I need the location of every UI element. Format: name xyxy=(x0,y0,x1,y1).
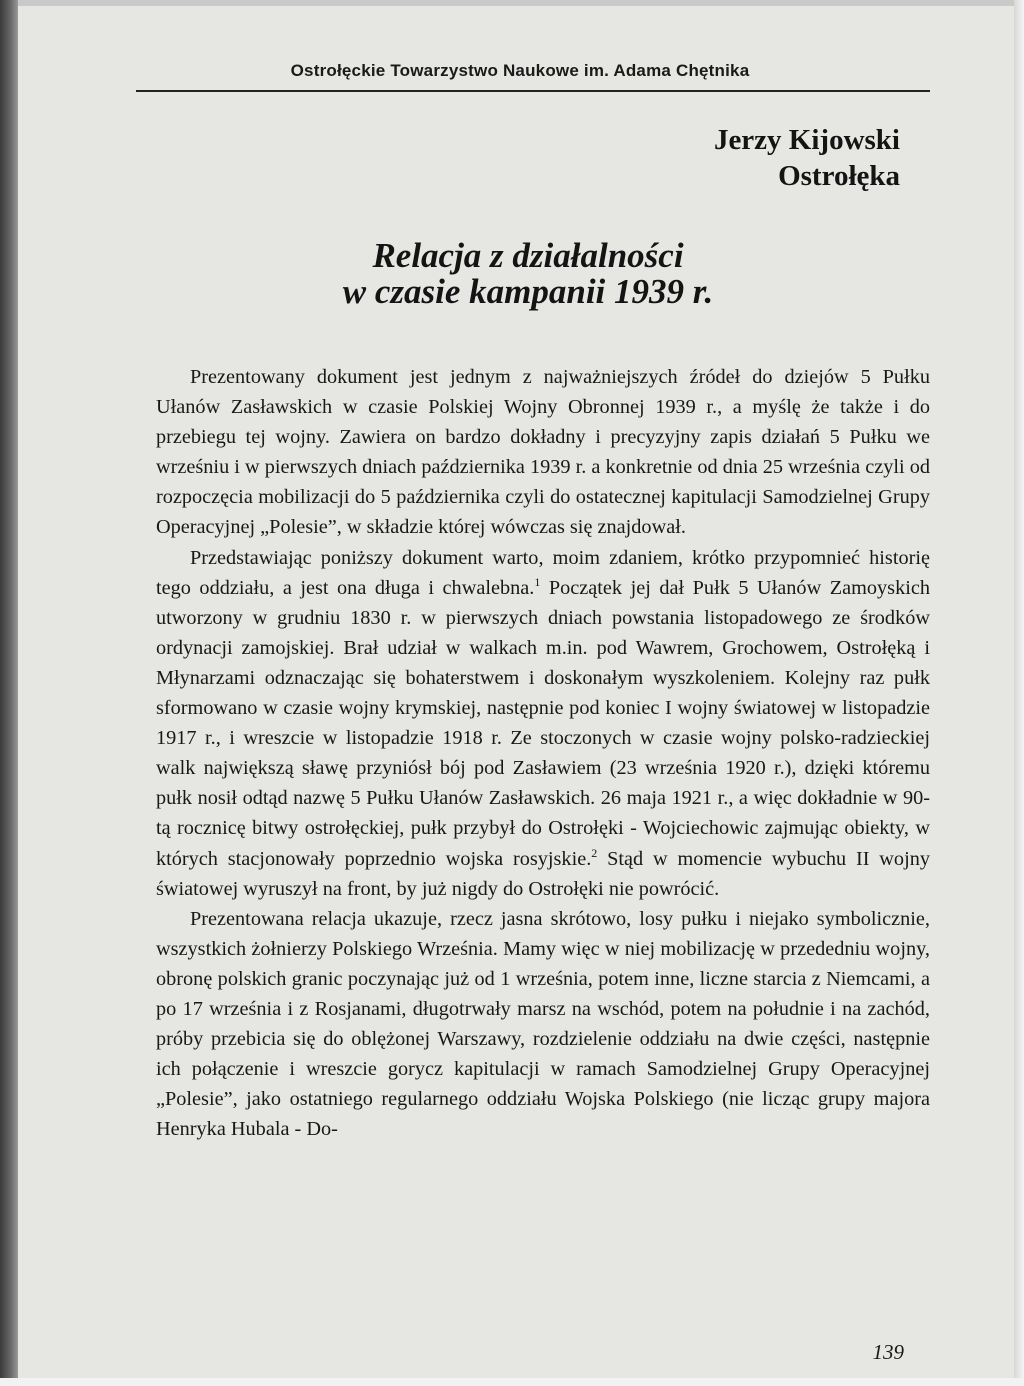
book-binding-shadow xyxy=(0,0,18,1386)
article-title xyxy=(218,238,838,310)
article-body xyxy=(156,362,930,1144)
author-name: Jerzy Kijowski xyxy=(713,124,900,156)
paragraph-2-part-c: Stąd w momencie wybuchu II wojny światowej wyruszył na front, by już nigdy do Ostrołęki nie powrócić. xyxy=(156,847,930,900)
footnote-ref-1: 1 xyxy=(534,574,541,589)
header-rule xyxy=(136,90,930,92)
page-right-edge xyxy=(1014,0,1024,1386)
author-city: Ostrołęka xyxy=(778,160,900,192)
paragraph-3: Prezentowana relacja ukazuje, rzecz jasna skrótowo, losy pułku i niejako symbolicznie, wszystkich żołnierzy Polskiego Września. Mamy więc w niej mobilizację w przededniu wojny, obronę polskich granic poczynając już od 1 września, potem inne, liczne starcia z Niemcami, a po 17 września i z Rosjanami, długotrwały marsz na wschód, potem na południe i na zachód, próby przebicia się do oblężonej Warszawy, rozdzielenie oddziału na dwie części, następnie ich połączenie i wreszcie gorycz kapitulacji w ramach Samodzielnej Grupy Operacyjnej „Polesie”, jako ostatniego regularnego oddziału Wojska Polskiego (nie licząc grupy majora Henryka Hubala - Do- xyxy=(156,907,930,1141)
footnote-ref-2: 2 xyxy=(591,845,598,860)
author-block xyxy=(714,122,900,194)
paragraph-2-part-a: Przedstawiając poniższy dokument warto, moim zdaniem, krótko przypomnieć historię tego oddziału, a jest ona długa i chwalebna. xyxy=(156,546,930,599)
title-line-1: Relacja z działalności xyxy=(372,236,684,275)
title-line-2: w czasie kampanii 1939 r. xyxy=(342,272,714,311)
scanned-page xyxy=(18,6,1014,1378)
page-bottom-edge xyxy=(0,1378,1024,1386)
paragraph-1: Prezentowany dokument jest jednym z najważniejszych źródeł do dziejów 5 Pułku Ułanów Zasławskich w czasie Polskiej Wojny Obronnej 1939 r., a myślę że także i do przebiegu tej wojny. Zawiera on bardzo dokładny i precyzyjny zapis działań 5 Pułku we wrześniu i w pierwszych dniach października 1939 r. a konkretnie od dnia 25 września czyli od rozpoczęcia mobilizacji do 5 października czyli do ostatecznej kapitulacji Samodzielnej Grupy Operacyjnej „Polesie”, w składzie której wówczas się znajdował. xyxy=(156,366,930,539)
running-header: Ostrołęckie Towarzystwo Naukowe im. Adama Chętnika xyxy=(290,61,750,80)
paragraph-2 xyxy=(156,543,930,904)
paragraph-2-part-b: Początek jej dał Pułk 5 Ułanów Zamoyskich utworzony w grudniu 1830 r. w pierwszych dniach powstania listopadowego ze środków ordynacji zamojskiej. Brał udział w walkach m.in. pod Wawrem, Grochowem, Ostrołęką i Młynarzami odznaczając się bohaterstwem i doskonałym wyszkoleniem. Kolejny raz pułk sformowano w czasie wojny krymskiej, następnie pod koniec I wojny światowej w listopadzie 1917 r., i wreszcie w listopadzie 1918 r. Ze stoczonych w czasie wojny polsko-radzieckiej walk największą sławę przyniósł bój pod Zasławiem (23 września 1920 r.), dzięki któremu pułk nosił odtąd nazwę 5 Pułku Ułanów Zasławskich. 26 maja 1921 r., a więc dokładnie w 90-tą rocznicę bitwy ostrołęckiej, pułk przybył do Ostrołęki - Wojciechowic zajmując obiekty, w których stacjonowały poprzednio wojska rosyjskie. xyxy=(156,576,930,870)
page-number: 139 xyxy=(872,1340,904,1364)
